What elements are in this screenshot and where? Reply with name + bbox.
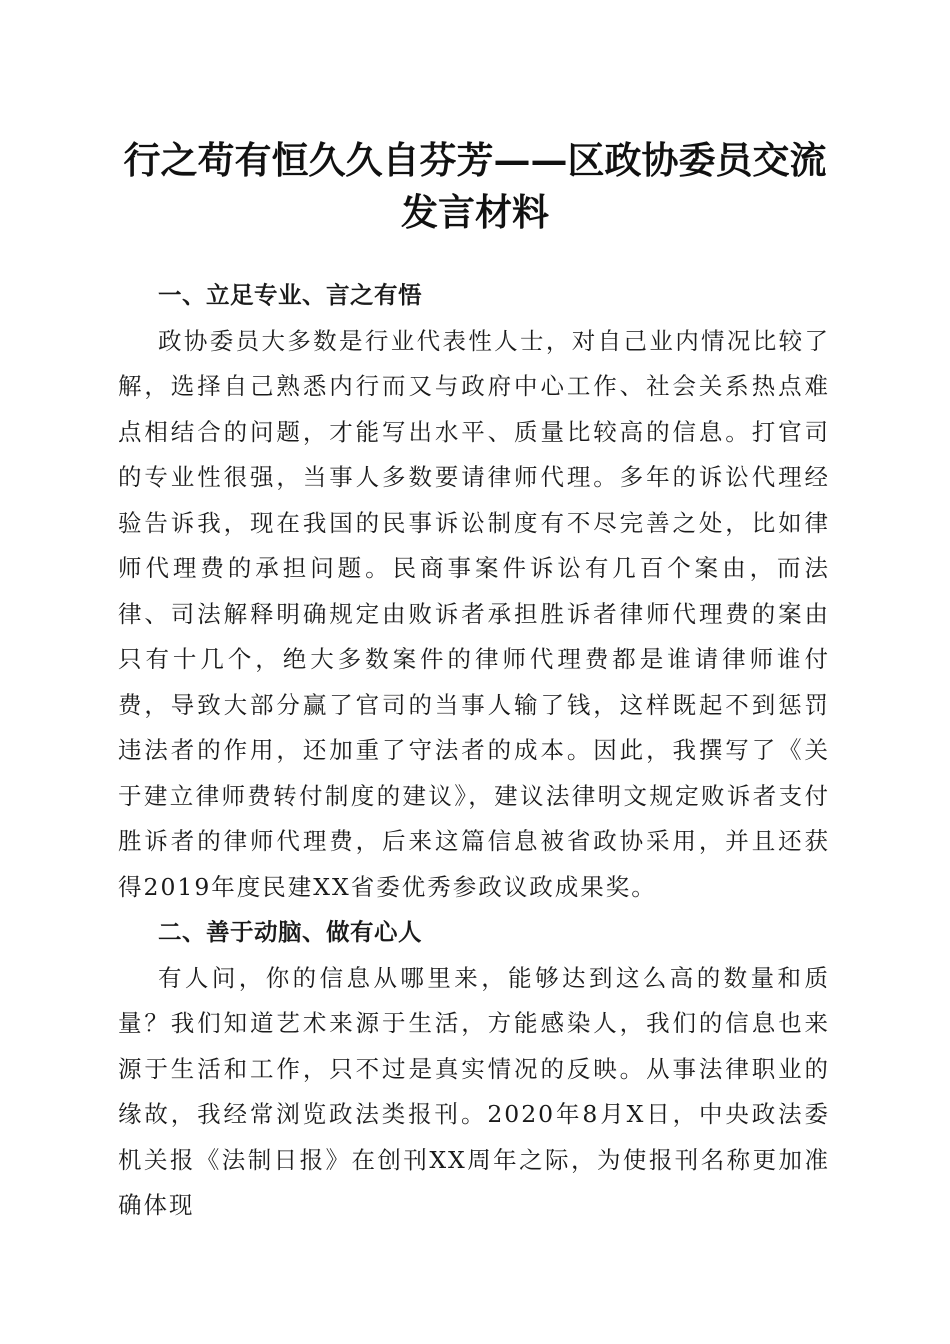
- document-title: 行之苟有恒久久自芬芳——区政协委员交流发言材料: [123, 138, 827, 234]
- section-paragraph-1: 政协委员大多数是行业代表性人士，对自己业内情况比较了解，选择自己熟悉内行而又与政府中心工作、社会关系热点难点相结合的问题，才能写出水平、质量比较高的信息。打官司的专业性很强，当事人多数要请律师代理。多年的诉讼代理经验告诉我，现在我国的民事诉讼制度有不尽完善之处，比如律师代理费的承担问题。民商事案件诉讼有几百个案由，而法律、司法解释明确规定由败诉者承担胜诉者律师代理费的案由只有十几个，绝大多数案件的律师代理费都是谁请律师谁付费，导致大部分赢了官司的当事人输了钱，这样既起不到惩罚违法者的作用，还加重了守法者的成本。因此，我撰写了《关于建立律师费转付制度的建议》，建议法律明文规定败诉者支付胜诉者的律师代理费，后来这篇信息被省政协采用，并且还获得2019年度民建XX省委优秀参政议政成果奖。: [118, 326, 830, 901]
- section-heading-1: 一、立足专业、言之有悟: [158, 281, 422, 309]
- section-paragraph-2: 有人问，你的信息从哪里来，能够达到这么高的数量和质量？我们知道艺术来源于生活，方能感染人，我们的信息也来源于生活和工作，只不过是真实情况的反映。从事法律职业的缘故，我经常浏览政法类报刊。2020年8月X日，中央政法委机关报《法制日报》在创刊XX周年之际，为使报刊名称更加准确体现: [118, 963, 830, 1219]
- section-heading-2: 二、善于动脑、做有心人: [158, 918, 422, 946]
- document-body: [118, 273, 830, 1229]
